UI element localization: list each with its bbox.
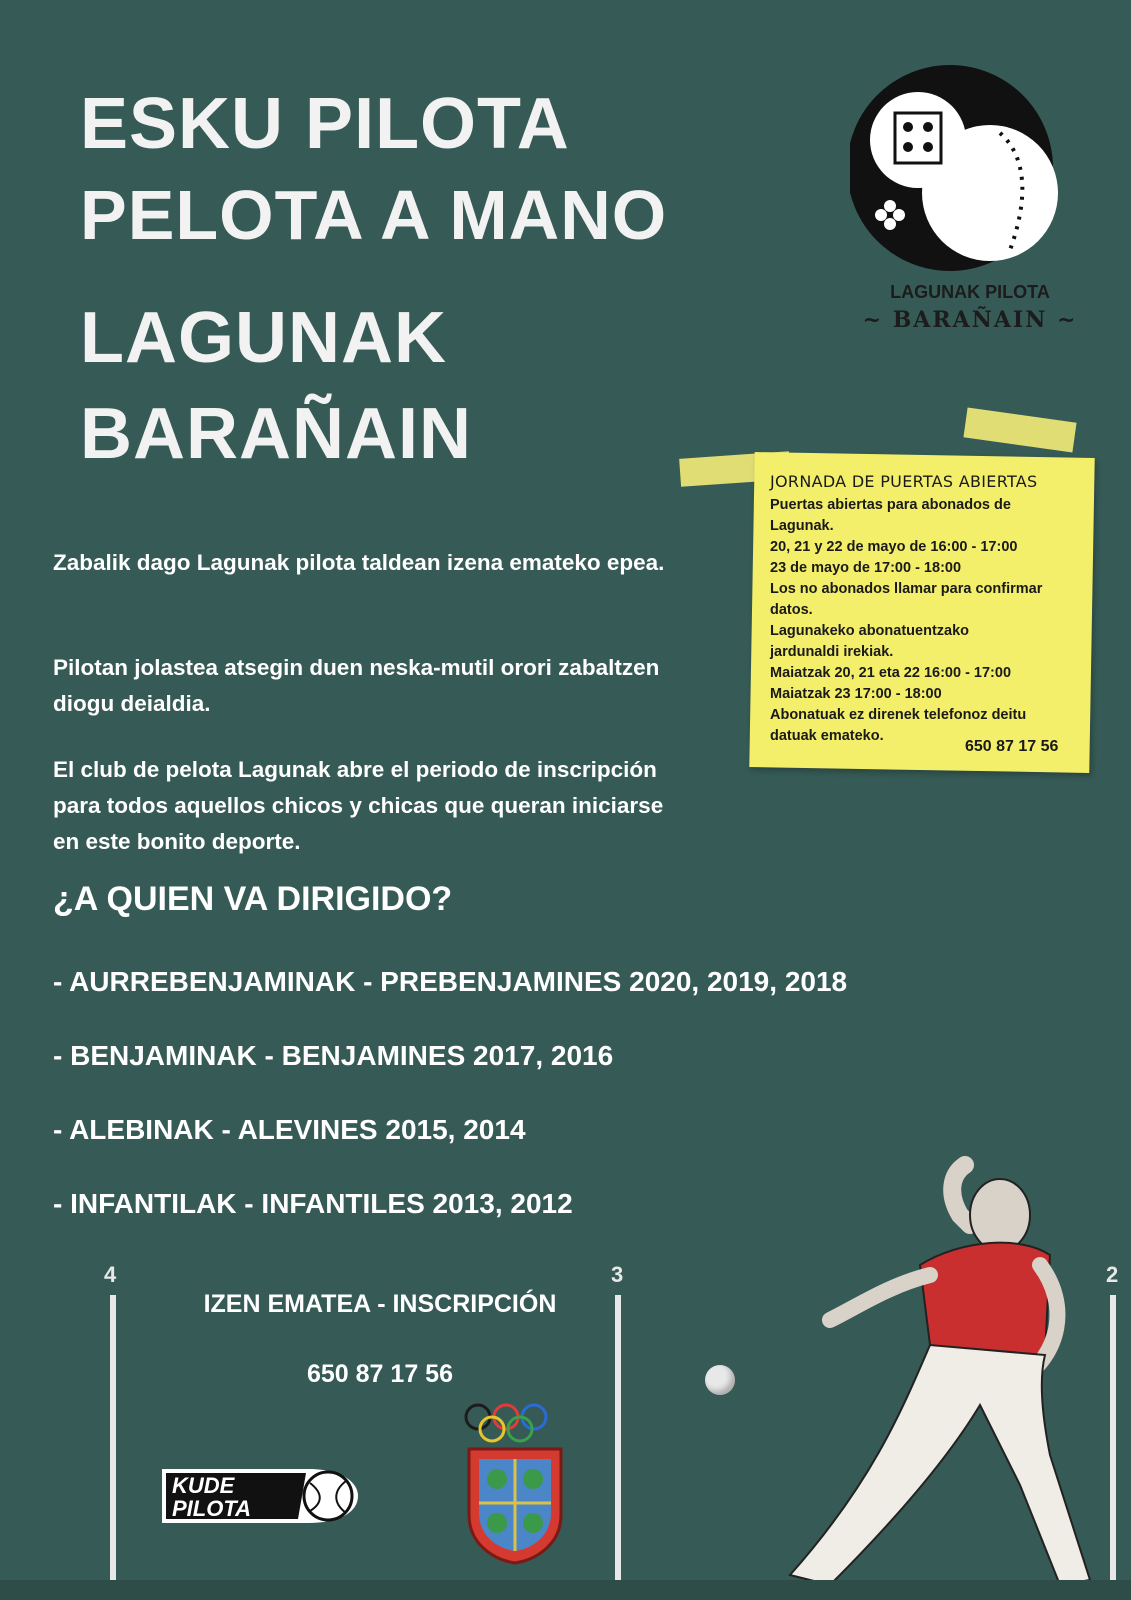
logo-text-lagunak-pilota: LAGUNAK PILOTA bbox=[890, 282, 1050, 302]
pelota-player-illustration bbox=[770, 1155, 1100, 1595]
fronton-floor bbox=[0, 1580, 1131, 1600]
category-item: - BENJAMINAK - BENJAMINES 2017, 2016 bbox=[53, 1040, 614, 1071]
registration-label: IZEN EMATEA - INSCRIPCIÓN bbox=[203, 1290, 557, 1318]
note-line: Lagunakeko abonatuentzako bbox=[770, 623, 970, 639]
svg-text:PILOTA: PILOTA bbox=[172, 1496, 252, 1521]
note-line: datuak emateko. bbox=[770, 728, 884, 744]
note-line: Abonatuak ez direnek telefonoz deitu bbox=[770, 707, 1027, 723]
wall-line-2 bbox=[1110, 1295, 1116, 1580]
wall-number-3: 3 bbox=[611, 1262, 624, 1287]
open-day-note-content bbox=[770, 472, 1100, 747]
title-esku-pilota: ESKU PILOTA bbox=[80, 84, 570, 164]
wall-number-4: 4 bbox=[104, 1262, 117, 1287]
note-line: datos. bbox=[770, 602, 813, 618]
baranain-crest-icon bbox=[465, 1445, 565, 1565]
note-line: Puertas abiertas para abonados de bbox=[770, 497, 1011, 513]
title-pelota-a-mano: PELOTA A MANO bbox=[80, 176, 668, 254]
paragraph-basque-invitation: Pilotan jolastea atsegin duen neska-mutil orori zabaltzen diogu deialdia. bbox=[53, 655, 660, 716]
paragraph-spanish-registration: El club de pelota Lagunak abre el periodo de inscripción para todos aquellos chicos y chicas que queran iniciarse en este bonito deporte. bbox=[53, 757, 664, 854]
note-phone: 650 87 17 56 bbox=[965, 738, 1059, 755]
title-lagunak: LAGUNAK bbox=[80, 298, 447, 378]
note-line: Los no abonados llamar para confirmar bbox=[770, 581, 1043, 597]
logo-text-baranain: ~ BARAÑAIN ~ bbox=[862, 307, 1078, 333]
category-item: - ALEBINAK - ALEVINES 2015, 2014 bbox=[53, 1114, 526, 1145]
kude-pilota-logo-shape bbox=[158, 1465, 363, 1527]
note-line: Lagunak. bbox=[770, 518, 834, 534]
audience-heading: ¿A QUIEN VA DIRIGIDO? bbox=[53, 880, 453, 918]
olympic-rings-icon bbox=[458, 1402, 568, 1444]
wall-line-3 bbox=[615, 1295, 621, 1580]
title-baranain: BARAÑAIN bbox=[80, 394, 472, 474]
note-title: JORNADA DE PUERTAS ABIERTAS bbox=[770, 472, 1038, 491]
note-line: jardunaldi irekiak. bbox=[770, 644, 894, 660]
pelota-ball bbox=[705, 1365, 735, 1395]
yin-yang-ball-icon bbox=[850, 65, 1090, 275]
club-logo bbox=[850, 65, 1090, 345]
svg-text:KUDE: KUDE bbox=[172, 1473, 235, 1498]
paragraph-basque-registration: Zabalik dago Lagunak pilota taldean izena emateko epea. bbox=[53, 550, 665, 575]
registration-phone: 650 87 17 56 bbox=[307, 1360, 453, 1388]
note-line: Maiatzak 20, 21 eta 22 16:00 - 17:00 bbox=[770, 665, 1012, 681]
wall-line-4 bbox=[110, 1295, 116, 1580]
category-item: - AURREBENJAMINAK - PREBENJAMINES 2020, 2019, 2018 bbox=[53, 966, 848, 997]
note-line: Maiatzak 23 17:00 - 18:00 bbox=[770, 686, 942, 702]
tape-right bbox=[963, 407, 1076, 452]
category-item: - INFANTILAK - INFANTILES 2013, 2012 bbox=[53, 1188, 573, 1219]
kude-pilota-logo bbox=[158, 1465, 363, 1527]
note-line: 23 de mayo de 17:00 - 18:00 bbox=[770, 560, 962, 576]
wall-number-2: 2 bbox=[1106, 1262, 1119, 1287]
note-line: 20, 21 y 22 de mayo de 16:00 - 17:00 bbox=[770, 539, 1018, 555]
